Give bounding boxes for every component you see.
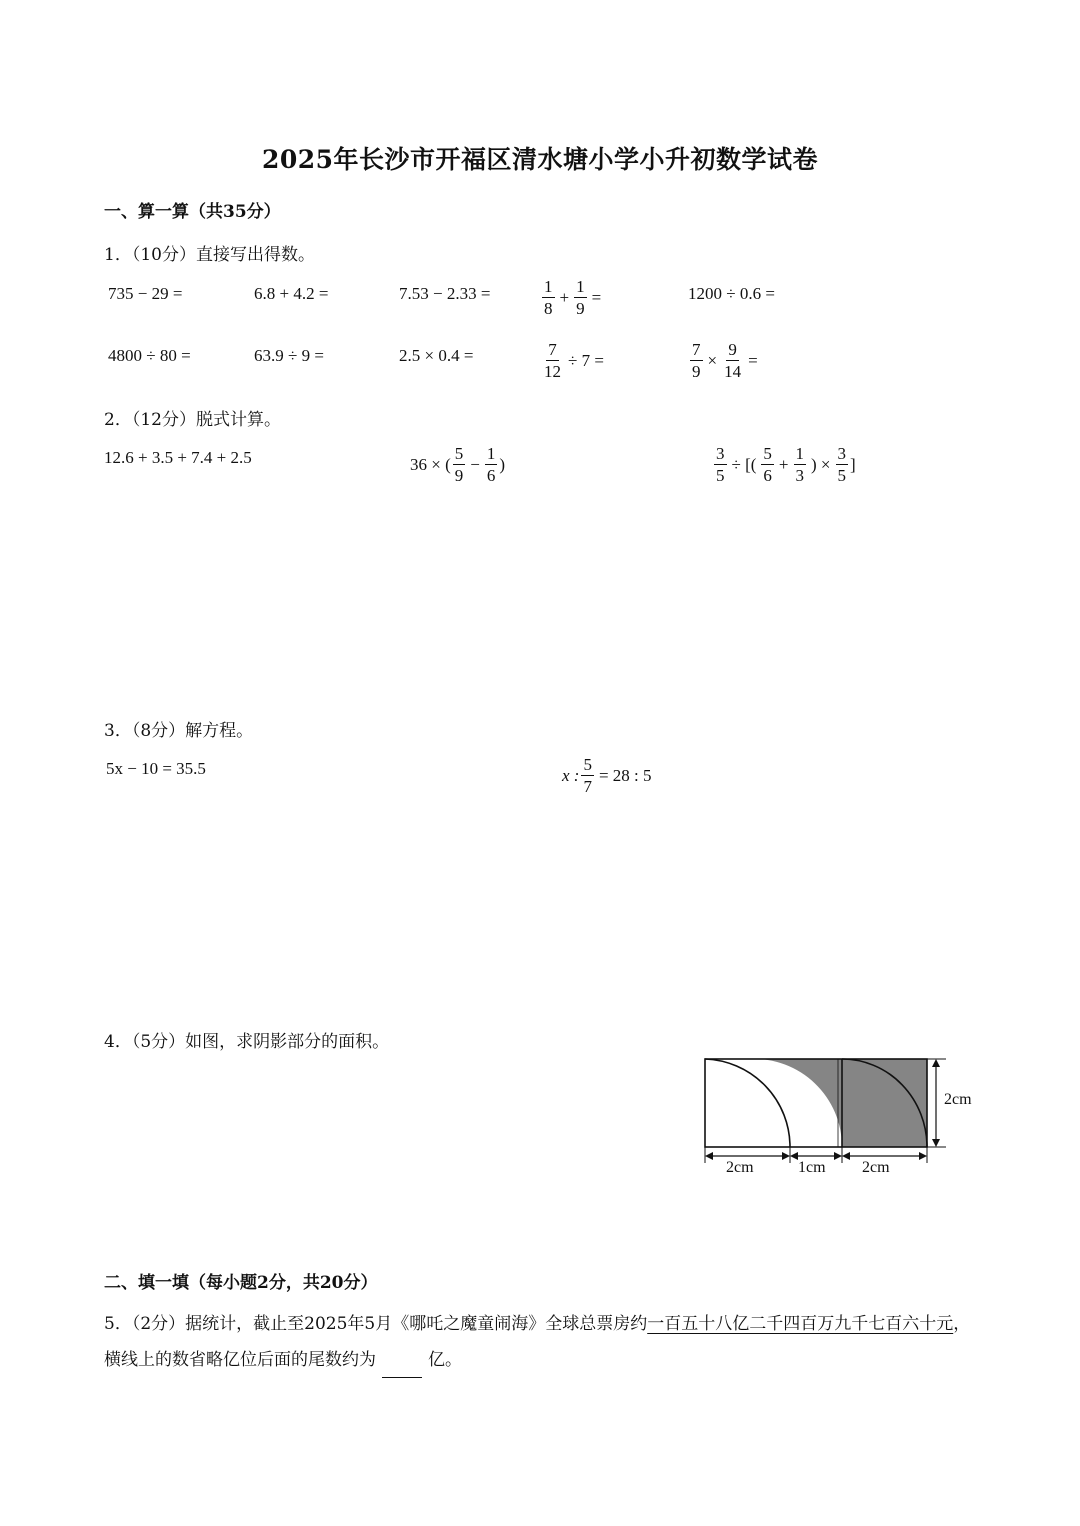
q5-middle: ，横线上的数省略亿位后面的尾数约为: [104, 1314, 971, 1370]
q1-expr-4: $\frac{1}{8}$ + $\frac{1}{9}$ =: [544, 277, 602, 318]
q5-suffix: 亿。: [428, 1350, 462, 1370]
fraction: $\frac{1}{3}$: [795, 444, 804, 485]
question-1-label: 1．（10分）直接写出得数。: [104, 245, 315, 265]
bottom-label-2: 1cm: [798, 1159, 826, 1176]
q2-expr-1: 12.6 + 3.5 + 7.4 + 2.5: [104, 448, 252, 467]
page-title: 2025年长沙市开福区清水塘小学小升初数学试卷: [261, 145, 819, 174]
q1-expr-3: 7.53 − 2.33 =: [399, 284, 491, 303]
fraction: $\frac{5}{7}$: [583, 755, 592, 796]
q5-answer-blank[interactable]: [382, 1359, 422, 1378]
bottom-label-3: 2cm: [862, 1159, 890, 1176]
fraction: $\frac{1}{8}$: [544, 277, 553, 318]
fraction: $\frac{3}{5}$: [837, 444, 846, 485]
q1-expr-6: 4800 ÷ 80 =: [108, 346, 191, 365]
fraction: $\frac{7}{9}$: [692, 340, 701, 381]
q1-expr-8: 2.5 × 0.4 =: [399, 346, 474, 365]
fraction: $\frac{3}{5}$: [716, 444, 725, 485]
q5-prefix: 5．（2分）据统计，截止至2025年5月《哪吒之魔童闹海》全球总票房约: [104, 1314, 648, 1334]
question-5: [104, 1306, 984, 1378]
bottom-label-1: 2cm: [726, 1159, 754, 1176]
fraction: $\frac{1}{6}$: [486, 444, 496, 485]
question-2-label: 2．（12分）脱式计算。: [104, 410, 281, 430]
fraction: $\frac{7}{12}$: [544, 340, 561, 381]
q1-expr-1: 735 − 29 =: [108, 284, 183, 303]
quarter-circle-left: [705, 1059, 790, 1147]
question-3-label: 3．（8分）解方程。: [104, 721, 254, 741]
fraction: $\frac{5}{9}$: [454, 444, 464, 485]
q2-expr-2: 36 × ( $\frac{5}{9}$ − $\frac{1}{6}$ ): [410, 444, 506, 485]
shaded-region: [705, 1059, 927, 1147]
q1-expr-7: 63.9 ÷ 9 =: [254, 346, 324, 365]
q1-expr-9: $\frac{7}{12}$ ÷ 7 =: [544, 340, 604, 381]
shaded-area-figure: [690, 1050, 990, 1180]
q1-expr-2: 6.8 + 4.2 =: [254, 284, 329, 303]
fraction: $\frac{1}{9}$: [576, 277, 585, 318]
q1-expr-5: 1200 ÷ 0.6 =: [688, 284, 775, 303]
fraction: $\frac{9}{14}$: [724, 340, 742, 381]
q1-expr-10: $\frac{7}{9}$ × $\frac{9}{14}$ =: [692, 340, 758, 381]
section-2-heading: 二、填一填（每小题2分，共20分）: [104, 1273, 378, 1293]
section-1-heading: 一、算一算（共35分）: [104, 202, 281, 222]
question-4-label: 4．（5分）如图，求阴影部分的面积。: [104, 1032, 390, 1052]
fraction: $\frac{5}{6}$: [763, 444, 772, 485]
q5-underlined-number: 一百五十八亿二千四百万九千七百六十元: [647, 1314, 954, 1334]
q3-expr-2: x : $\frac{5}{7}$ = 28 : 5: [562, 755, 652, 796]
q2-expr-3: $\frac{3}{5}$ ÷ [( $\frac{5}{6}$ + $\frac{1}{3}$ ) × $\frac{3}{5}$ ]: [716, 444, 856, 485]
height-label: 2cm: [944, 1091, 972, 1108]
q3-expr-1: 5x − 10 = 35.5: [106, 759, 206, 778]
